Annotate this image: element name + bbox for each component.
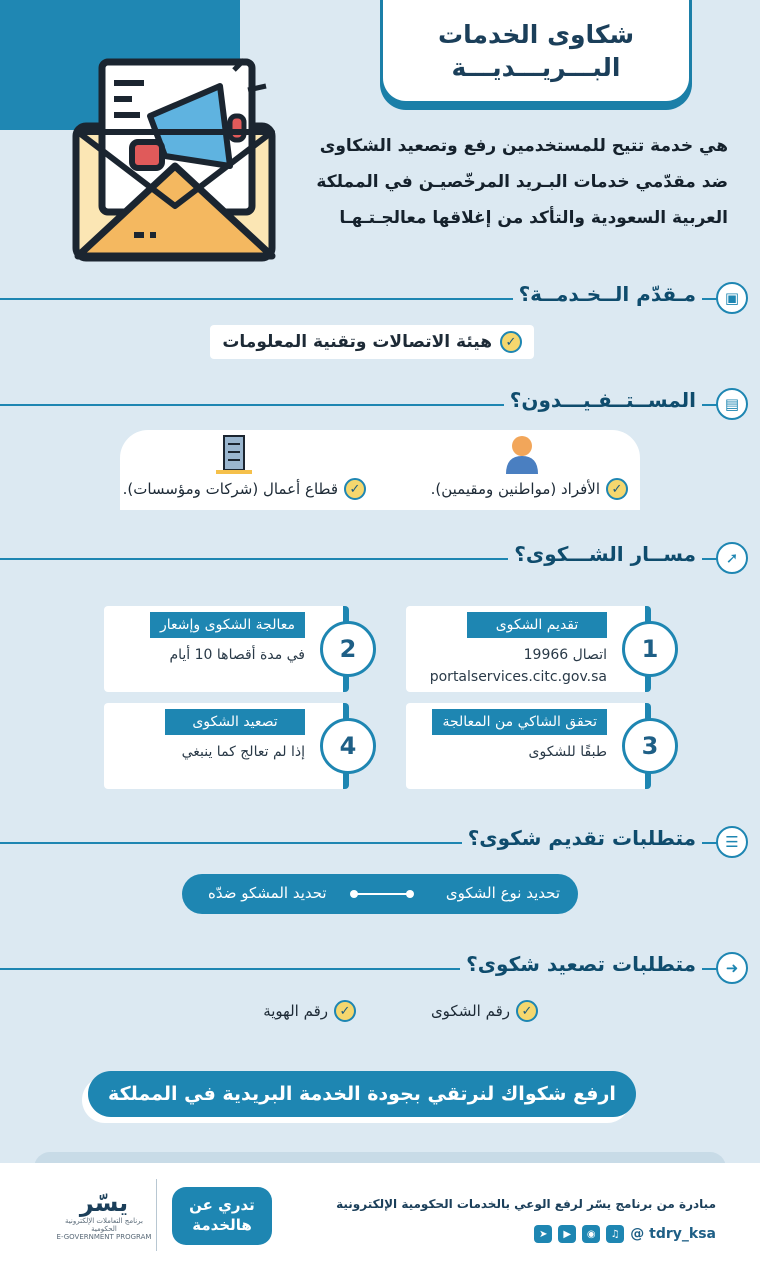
- twitter-icon[interactable]: ♫: [606, 1225, 624, 1243]
- logo-sub-en: E-GOVERNMENT PROGRAM: [56, 1233, 152, 1241]
- id-card-icon: ▤: [716, 388, 748, 420]
- title-banner: [380, 0, 692, 104]
- step-card-3: [406, 703, 651, 789]
- call-to-action-banner: ارفع شكواك لنرتقي بجودة الخدمة البريدية في المملكة: [88, 1071, 636, 1117]
- logo-sub-ar: برنامج التعاملات الإلكترونية الحكومية: [65, 1217, 143, 1233]
- provider-value: [210, 325, 534, 359]
- step-line: في مدة أقصاها 10 أيام: [169, 647, 305, 663]
- telegram-icon[interactable]: ➤: [534, 1225, 552, 1243]
- step-head: تصعيد الشكوى: [165, 709, 305, 735]
- exit-icon: ➜: [716, 952, 748, 984]
- beneficiaries-card: [120, 430, 640, 510]
- building-icon: [216, 434, 252, 474]
- step-card-2: [104, 606, 349, 692]
- yesser-logo: [56, 1189, 152, 1241]
- initiative-text: مبادرة من برنامج يسّر لرفع الوعي بالخدمات الحكومية الإلكترونية: [336, 1197, 716, 1211]
- tdry-badge: [172, 1187, 272, 1245]
- beneficiary-business: [123, 478, 366, 500]
- step-line: إذا لم تعالج كما ينبغي: [181, 744, 305, 760]
- req-label: رقم الشكوى: [430, 1002, 510, 1020]
- connector-dot: [406, 890, 414, 898]
- beneficiaries-heading: المســتــفـيـــدون؟: [504, 388, 702, 412]
- beneficiary-label: الأفراد (مواطنين ومقيمين).: [430, 480, 600, 498]
- escalate-req-item: [263, 1000, 356, 1022]
- step-card-1: [406, 606, 651, 692]
- step-body: [529, 741, 607, 763]
- check-icon: ✓: [500, 331, 522, 353]
- footer: [0, 1163, 760, 1280]
- step-body: [169, 644, 305, 666]
- connector-dot: [350, 890, 358, 898]
- page-subtitle: البـــريـــديـــة: [451, 52, 621, 82]
- step-number-4: 4: [320, 718, 376, 774]
- escalate-req-heading: متطلبات تصعيد شكوى؟: [460, 952, 702, 976]
- beneficiary-label: قطاع أعمال (شركات ومؤسسات).: [122, 480, 338, 498]
- badge-line: هالخدمة: [192, 1216, 252, 1234]
- connector-line: [354, 893, 410, 895]
- step-head: تحقق الشاكي من المعالجة: [432, 709, 607, 735]
- escalate-req-item: [431, 1000, 538, 1022]
- badge-line: تدري عن: [189, 1196, 255, 1214]
- social-row: [534, 1225, 716, 1243]
- step-number-2: 2: [320, 621, 376, 677]
- social-handle[interactable]: @ tdry_ksa: [630, 1226, 716, 1242]
- clipboard-icon: ☰: [716, 826, 748, 858]
- step-body: [182, 741, 305, 763]
- presenter-icon: ▣: [716, 282, 748, 314]
- step-link[interactable]: portalservices.citc.gov.sa: [429, 669, 607, 685]
- check-icon: ✓: [334, 1000, 356, 1022]
- check-icon: ✓: [606, 478, 628, 500]
- req-item: تحديد المشكو ضدّه: [208, 884, 327, 902]
- intro-paragraph: [308, 128, 728, 236]
- footer-divider: [156, 1179, 157, 1251]
- submit-req-pill: [182, 874, 578, 914]
- step-body: [430, 644, 607, 688]
- route-icon: ➚: [716, 542, 748, 574]
- intro-line: هي خدمة تتيح للمستخدمين رفع وتصعيد الشكاوى: [319, 136, 728, 156]
- beneficiary-individuals: [431, 478, 628, 500]
- step-number-3: 3: [622, 718, 678, 774]
- submit-req-heading: متطلبات تقديم شكوى؟: [462, 826, 702, 850]
- youtube-icon[interactable]: ▶: [558, 1225, 576, 1243]
- envelope-megaphone-illustration: [70, 56, 280, 266]
- provider-heading: مـقدّم الــخـدمــة؟: [513, 282, 702, 306]
- person-icon: [504, 434, 540, 474]
- instagram-icon[interactable]: ◉: [582, 1225, 600, 1243]
- step-head: معالجة الشكوى وإشعار: [150, 612, 305, 638]
- step-line: اتصال 19966: [523, 647, 607, 663]
- logo-name: يسّر: [79, 1189, 129, 1217]
- page-title: شكاوى الخدمات: [437, 19, 635, 49]
- step-head: تقديم الشكوى: [467, 612, 607, 638]
- intro-line: ضد مقدّمي خدمات البـريد المرخّصيـن في المملكة: [316, 172, 728, 192]
- check-icon: ✓: [344, 478, 366, 500]
- step-card-4: [104, 703, 349, 789]
- check-icon: ✓: [516, 1000, 538, 1022]
- req-item: تحديد نوع الشكوى: [445, 884, 560, 902]
- req-label: رقم الهوية: [263, 1002, 328, 1020]
- step-number-1: 1: [622, 621, 678, 677]
- provider-name: هيئة الاتصالات وتقنية المعلومات: [222, 332, 492, 352]
- step-line: طبقًا للشكوى: [528, 744, 607, 760]
- path-heading: مســار الشـــكوى؟: [508, 542, 702, 566]
- intro-line: العربية السعودية والتأكد من إغلاقها معالجـتـهـا: [339, 208, 728, 228]
